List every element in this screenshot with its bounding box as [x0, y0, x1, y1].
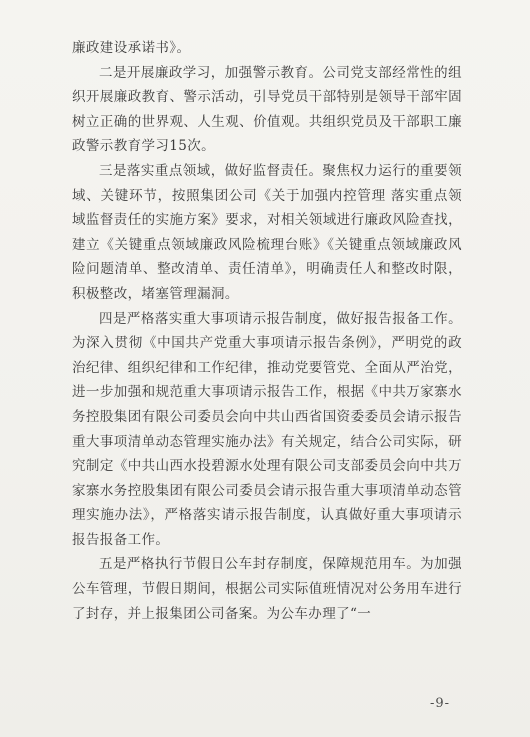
page-number: -9-: [430, 696, 451, 711]
paragraph-commitment-end: 廉政建设承诺书》。: [72, 40, 191, 56]
paragraph-vehicle-management: 五是严格执行节假日公车封存制度，保障规范用车。为加强公车管理，节假日期间，根据公司实际值班情况对公务用车进行了封存，并上报集团公司备案。为公车办理了“一: [72, 556, 462, 622]
paragraph-supervision: 三是落实重点领域，做好监督责任。聚焦权力运行的重要领域、关键环节，按照集团公司《关于加强内控管理 落实重点领域监督责任的实施方案》要求，对相关领域进行廉政风险查找，建立《关键重点领域廉政风险梳理台账》《关键重点领域廉政风险问题清单、整改清单、责任清单》，明确责任人和整改时限，积极整改，堵塞管理漏洞。: [72, 162, 462, 302]
document-body: [72, 36, 462, 626]
paragraph-reporting: 四是严格落实重大事项请示报告制度，做好报告报备工作。为深入贯彻《中国共产党重大事项请示报告条例》，严明党的政治纪律、组织纪律和工作纪律，推动党要管党、全面从严治党，进一步加强和规范重大事项请示报告工作，根据《中共万家寨水务控股集团有限公司委员会向中共山西省国资委委员会请示报告重大事项清单动态管理实施办法》有关规定，结合公司实际，研究制定《中共山西水投碧源水处理有限公司支部委员会向中共万家寨水务控股集团有限公司委员会请示报告重大事项清单动态管理实施办法》，严格落实请示报告制度，认真做好重大事项请示报告报备工作。: [72, 310, 462, 548]
paragraph-study-education: 二是开展廉政学习，加强警示教育。公司党支部经常性的组织开展廉政教育、警示活动，引导党员干部特别是领导干部牢固树立正确的世界观、人生观、价值观。共组织党员及干部职工廉政警示教育学习15次。: [72, 64, 462, 155]
